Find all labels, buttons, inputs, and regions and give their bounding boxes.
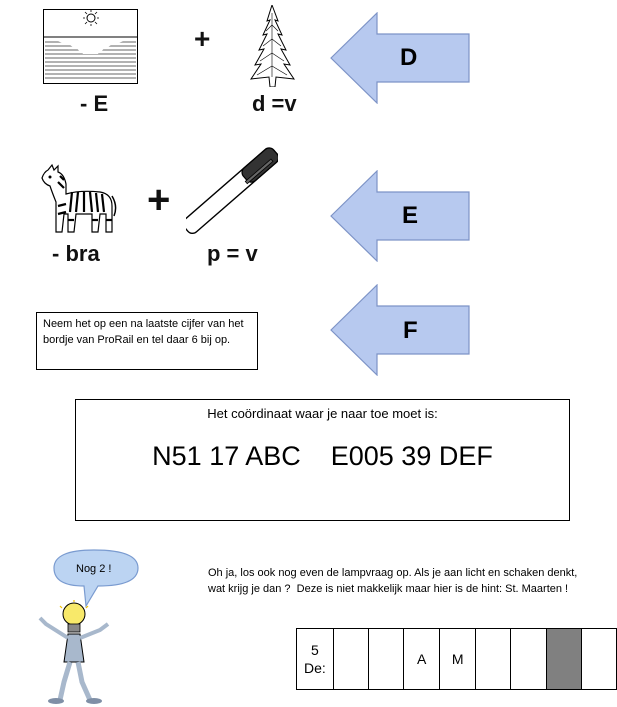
zebra-icon bbox=[40, 162, 118, 236]
prorail-hint-text: Neem het op een na laatste cijfer van het bordje van ProRail en tel daar 6 bij op. bbox=[43, 318, 244, 346]
row-e-right-label: p = v bbox=[207, 241, 258, 266]
grid-cell[interactable] bbox=[369, 629, 404, 690]
coordinate-box bbox=[75, 399, 570, 521]
sea-sunset-icon bbox=[43, 9, 138, 84]
lightbulb-character-icon bbox=[34, 600, 116, 706]
row-d-plus: + bbox=[194, 23, 211, 54]
row-d-right-label: d =v bbox=[252, 91, 297, 116]
coordinate-north: N51 17 ABC bbox=[152, 441, 301, 471]
answer-grid-row bbox=[297, 629, 617, 690]
arrow-e-letter: E bbox=[402, 202, 419, 229]
lamp-question: Oh ja, los ook nog even de lampvraag op. Als je aan licht en schaken denkt, wat krijg je dan ? Deze is niet makkelijk maar hier is de hint: St. Maarten ! bbox=[208, 567, 590, 595]
grid-cell[interactable] bbox=[333, 629, 368, 690]
grid-cell-filled bbox=[546, 629, 581, 690]
speech-bubble bbox=[48, 546, 144, 608]
grid-cell[interactable]: M bbox=[440, 629, 476, 690]
coordinate-intro: Het coördinaat waar je naar toe moet is: bbox=[207, 406, 438, 421]
grid-cell[interactable] bbox=[581, 629, 616, 690]
grid-cell[interactable] bbox=[476, 629, 511, 690]
pine-tree-icon bbox=[250, 5, 295, 87]
pen-icon bbox=[186, 138, 278, 240]
grid-cell[interactable]: A bbox=[404, 629, 440, 690]
arrow-f bbox=[330, 284, 470, 376]
row-d-left-label: - E bbox=[80, 91, 109, 116]
coordinate-east: E005 39 DEF bbox=[330, 441, 493, 471]
coordinate-line bbox=[76, 441, 569, 472]
row-e-left-label: - bra bbox=[52, 241, 100, 266]
grid-number: 5 bbox=[311, 642, 319, 658]
prorail-hint-box bbox=[36, 312, 258, 370]
speech-bubble-text: Nog 2 ! bbox=[76, 563, 112, 575]
grid-cell[interactable] bbox=[511, 629, 546, 690]
grid-prefix-cell bbox=[297, 629, 334, 690]
arrow-e bbox=[330, 170, 470, 262]
arrow-f-letter: F bbox=[403, 317, 418, 344]
answer-grid bbox=[296, 628, 617, 690]
arrow-d-letter: D bbox=[400, 44, 418, 71]
row-e-plus: + bbox=[147, 178, 171, 222]
grid-prefix: De: bbox=[304, 660, 326, 676]
